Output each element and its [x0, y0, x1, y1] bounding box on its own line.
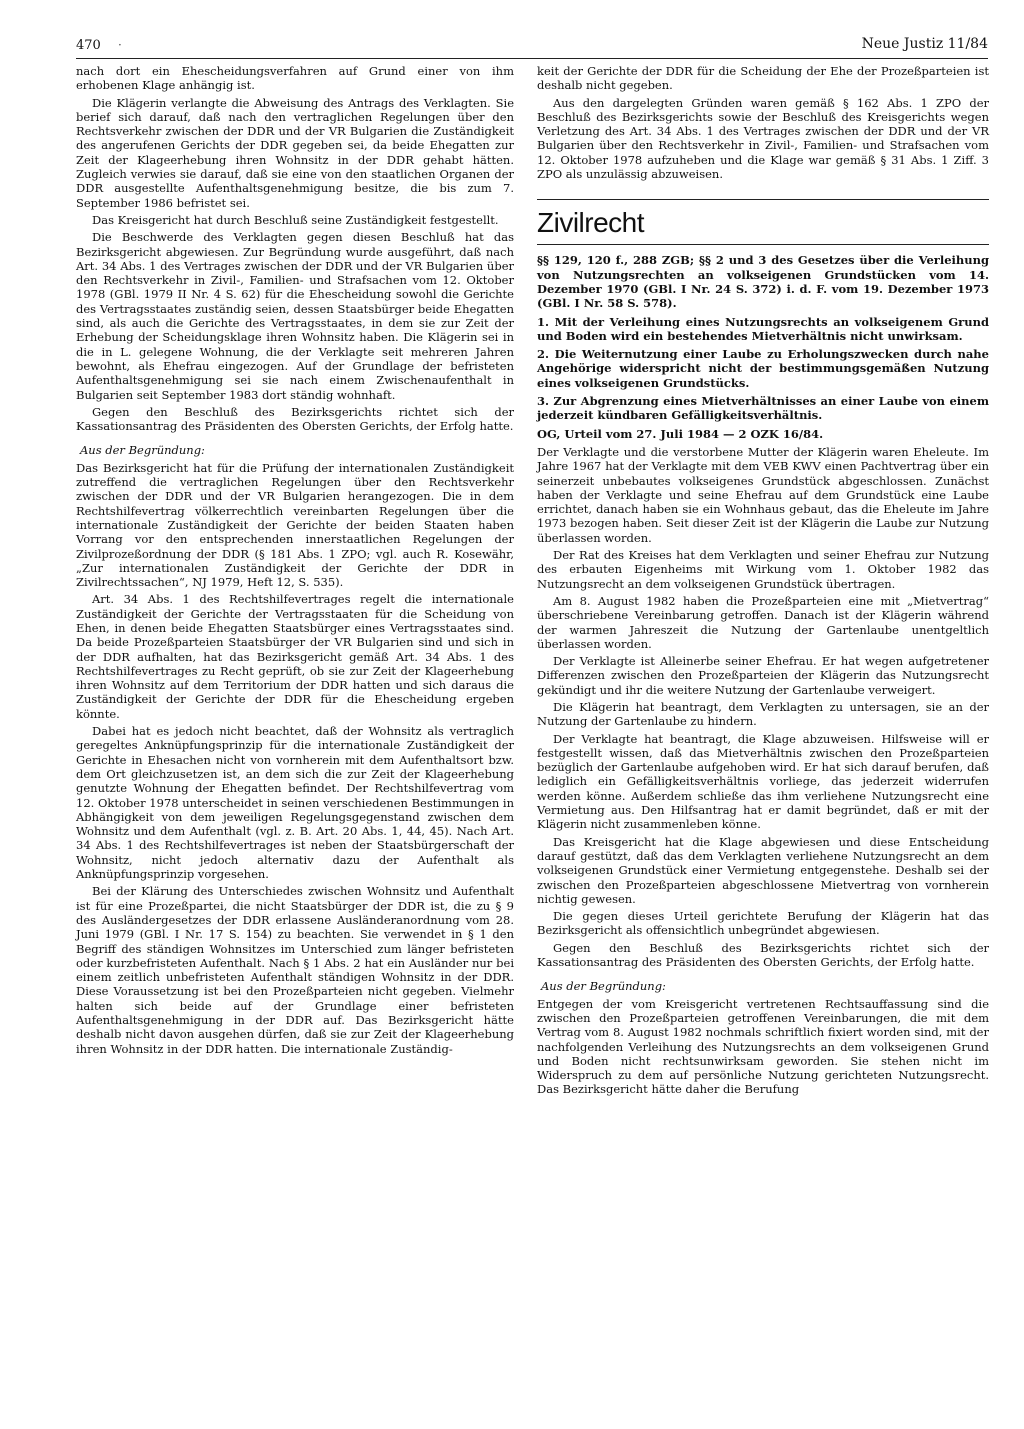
- paragraph: Am 8. August 1982 haben die Prozeßparteien eine mit „Mietvertrag“ überschriebene Vereinbarung getroffen. Danach ist der Klägerin während der warmen Jahreszeit die Nutzung der Gartenlaube unentgeltlich überlassen worden.: [537, 593, 989, 651]
- section-subheading: Aus der Begründung:: [80, 443, 205, 458]
- headnote: 1. Mit der Verleihung eines Nutzungsrechts an volkseigenem Grund und Boden wird ein bestehendes Mietverhältnis nicht unwirksam.: [537, 314, 989, 343]
- paragraph: Die Klägerin verlangte die Abweisung des Antrags des Verklagten. Sie berief sich darauf, daß nach den vertraglichen Regelungen über den Rechtsverkehr zwischen der DDR und der VR Bulgarien die Zuständigkeit des angerufenen Gerichts der DDR gegeben sei, da beide Ehegatten zur Zeit der Klageerhebung ihren Wohnsitz in der DDR gehabt hätten. Zugleich verwies sie darauf, daß sie eine von den staatlichen Organen der DDR ausgestellte Aufenthaltsgenehmigung besitze, die bis zum 7. September 1986 befristet sei.: [76, 95, 514, 210]
- journal-title: Neue Justiz 11/84: [861, 36, 988, 52]
- page-number: 470: [76, 38, 101, 53]
- paragraph: Die gegen dieses Urteil gerichtete Berufung der Klägerin hat das Bezirksgericht als offensichtlich unbegründet abgewiesen.: [537, 909, 989, 938]
- paragraph: Der Verklagte hat beantragt, die Klage abzuweisen. Hilfsweise will er festgestellt wissen, daß das Mietverhältnis zwischen den Prozeßparteien bezüglich der Gartenlaube aufgehoben wird. Er hat sich darauf berufen, daß lediglich ein Gefälligkeitsverhältnis vorliege, das jederzeit widerrufen werden könne. Außerdem schließe das ihm verliehene Nutzungsrecht eine Vermietung aus. Den Hilfsantrag hat er damit begründet, daß er mit der Klägerin nicht zusammenleben könne.: [537, 731, 989, 832]
- legal-norms: §§ 129, 120 f., 288 ZGB; §§ 2 und 3 des Gesetzes über die Verleihung von Nutzungsrechten an volkseigenen Grundstücken vom 14. Dezember 1970 (GBl. I Nr. 24 S. 372) i. d. F. vom 19. Dezember 1973 (GBl. I Nr. 58 S. 578).: [537, 253, 989, 311]
- left-column: [76, 64, 514, 1059]
- paragraph: Dabei hat es jedoch nicht beachtet, daß der Wohnsitz als vertraglich geregeltes Anknüpfungsprinzip für die internationale Zuständigkeit der Gerichte in Ehesachen nicht von vornherein mit dem Aufenthaltsort bzw. dem Ort gleichzusetzen ist, an dem sich die zur Zeit der Klageerhebung genutzte Wohnung der Ehegatten befindet. Der Rechtshilfevertrag vom 12. Oktober 1978 unterscheidet in seinen verschiedenen Bestimmungen in Abhängigkeit von dem jeweiligen Regelungsgegenstand zwischen dem Wohnsitz und dem Aufenthalt (vgl. z. B. Art. 20 Abs. 1, 44, 45). Nach Art. 34 Abs. 1 des Rechtshilfevertrages ist neben der Staatsbürgerschaft der Wohnsitz, nicht jedoch alternativ dazu der Aufenthalt als Anknüpfungsprinzip vorgesehen.: [76, 724, 514, 882]
- case-citation: OG, Urteil vom 27. Juli 1984 — 2 OZK 16/84.: [537, 426, 824, 441]
- paragraph: keit der Gerichte der DDR für die Scheidung der Ehe der Prozeßparteien ist deshalb nicht gegeben.: [537, 64, 989, 93]
- paragraph: Art. 34 Abs. 1 des Rechtshilfevertrages regelt die internationale Zuständigkeit der Gerichte der Vertragsstaaten für die Scheidung von Ehen, in denen beide Ehegatten Staatsbürger eines Vertragsstaates sind. Da beide Prozeßparteien Staatsbürger der VR Bulgarien sind und sich in der DDR aufhalten, hat das Bezirksgericht gemäß Art. 34 Abs. 1 des Rechtshilfevertrages zu Recht geprüft, ob sie zur Zeit der Klageerhebung ihren Wohnsitz auf dem Territorium der DDR hatten und sich daraus die Zuständigkeit der Gerichte der DDR für die Ehescheidung ergeben könnte.: [76, 592, 514, 721]
- paragraph: Die Beschwerde des Verklagten gegen diesen Beschluß hat das Bezirksgericht abgewiesen. Zur Begründung wurde ausgeführt, daß nach Art. 34 Abs. 1 des Vertrages zwischen der DDR und der VR Bulgarien über den Rechtsverkehr in Zivil-, Familien- und Strafsachen vom 12. Oktober 1978 (GBl. 1979 II Nr. 4 S. 62) für die Ehescheidung sowohl die Gerichte des Vertragsstaates zuständig seien, dessen Staatsbürger beide Ehegatten sind, als auch die Gerichte des Vertragsstaates, in dem sie zur Zeit der Erhebung der Scheidungsklage ihren Wohnsitz haben. Die Klägerin sei in die in L. gelegene Wohnung, die der Verklagte seit mehreren Jahren bewohnt, als Ehefrau eingezogen. Auf der Grundlage der befristeten Aufenthaltsgenehmigung sei sie nach einem Zwischenaufenthalt in Bulgarien seit September 1983 dort ständig wohnhaft.: [76, 230, 514, 402]
- paragraph: Bei der Klärung des Unterschiedes zwischen Wohnsitz und Aufenthalt ist für eine Prozeßpartei, die nicht Staatsbürger der DDR ist, die zu § 9 des Ausländergesetzes der DDR erlassene Ausländeranordnung vom 28. Juni 1979 (GBl. I Nr. 17 S. 154) zu beachten. Sie verwendet in § 1 den Begriff des ständigen Wohnsitzes im Unterschied zum länger befristeten oder kurzbefristeten Aufenthalt. Nach § 1 Abs. 2 hat ein Ausländer nur bei einem zeitlich unbefristeten Aufenthalt ständigen Wohnsitz in der DDR. Diese Voraussetzung ist bei den Prozeßparteien nicht gegeben. Vielmehr halten sich beide auf der Grundlage einer befristeten Aufenthaltsgenehmigung in der DDR auf. Das Bezirksgericht hätte deshalb nicht davon ausgehen dürfen, daß sie zur Zeit der Klageerhebung ihren Wohnsitz in der DDR hatten. Die internationale Zuständig-: [76, 884, 514, 1056]
- section-subheading: Aus der Begründung:: [541, 979, 666, 994]
- headnote: 3. Zur Abgrenzung eines Mietverhältnisses an einer Laube von einem jederzeit kündbaren Gefälligkeitsverhältnis.: [537, 394, 989, 423]
- right-column: [537, 64, 989, 1100]
- headnote: 2. Die Weiternutzung einer Laube zu Erholungszwecken durch nahe Angehörige widerspricht nicht der bestimmungsgemäßen Nutzung eines volkseigenen Grundstücks.: [537, 347, 989, 390]
- paragraph: nach dort ein Ehescheidungsverfahren auf Grund einer von ihm erhobenen Klage anhängig ist.: [76, 64, 514, 93]
- header-rule: [76, 58, 988, 59]
- paragraph: Das Bezirksgericht hat für die Prüfung der internationalen Zuständigkeit zutreffend die vertraglichen Regelungen über den Rechtsverkehr zwischen der DDR und der VR Bulgarien herangezogen. Die in dem Rechtshilfevertrag völkerrechtlich vereinbarten Regelungen über die internationale Zuständigkeit der Gerichte der beiden Staaten haben Vorrang vor den entsprechenden innerstaatlichen Regelungen der Zivilprozeßordnung der DDR (§ 181 Abs. 1 ZPO; vgl. auch R. Kosewähr, „Zur internationalen Zuständigkeit der Gerichte der DDR in Zivilrechtssachen“, NJ 1979, Heft 12, S. 535).: [76, 460, 514, 590]
- paragraph: Das Kreisgericht hat durch Beschluß seine Zuständigkeit festgestellt.: [92, 212, 499, 227]
- section-title: Zivilrecht: [537, 199, 989, 245]
- paragraph: Der Verklagte ist Alleinerbe seiner Ehefrau. Er hat wegen aufgetretener Differenzen zwischen den Prozeßparteien der Klägerin das Nutzungsrecht gekündigt und ihr die weitere Nutzung der Gartenlaube verweigert.: [537, 654, 989, 697]
- paragraph: Aus den dargelegten Gründen waren gemäß § 162 Abs. 1 ZPO der Beschluß des Bezirksgerichts sowie der Beschluß des Kreisgerichts wegen Verletzung des Art. 34 Abs. 1 des Vertrages zwischen der DDR und der VR Bulgarien über den Rechtsverkehr in Zivil-, Familien- und Strafsachen vom 12. Oktober 1978 aufzuheben und die Klage war gemäß § 31 Abs. 1 Ziff. 3 ZPO als unzulässig abzuweisen.: [537, 95, 989, 182]
- header-dot: ·: [118, 38, 122, 52]
- paragraph: Der Verklagte und die verstorbene Mutter der Klägerin waren Eheleute. Im Jahre 1967 hat der Verklagte mit dem VEB KWV einen Pachtvertrag über ein seinerzeit unbebautes volkseigenes Grundstück abgeschlossen. Zunächst haben der Verklagte und seine Ehefrau auf dem Grundstück eine Laube errichtet, danach haben sie ein Wohnhaus gebaut, das die Eheleute im Jahre 1973 bezogen haben. Seit dieser Zeit ist der Klägerin die Laube zur Nutzung überlassen worden.: [537, 444, 989, 545]
- paragraph: Die Klägerin hat beantragt, dem Verklagten zu untersagen, sie an der Nutzung der Gartenlaube zu hindern.: [537, 699, 989, 729]
- paragraph: Entgegen der vom Kreisgericht vertretenen Rechtsauffassung sind die zwischen den Prozeßparteien getroffenen Vereinbarungen, die mit dem Vertrag vom 8. August 1982 nochmals schriftlich fixiert worden sind, mit der nachfolgenden Verleihung des Nutzungsrechts an dem volkseigenen Grund und Boden nicht rechtsunwirksam geworden. Sie stehen nicht im Widerspruch zu dem auf persönliche Nutzung gerichteten Nutzungsrecht. Das Bezirksgericht hätte daher die Berufung: [537, 996, 989, 1097]
- paragraph: Gegen den Beschluß des Bezirksgerichts richtet sich der Kassationsantrag des Präsidenten des Obersten Gerichts, der Erfolg hatte.: [537, 940, 989, 970]
- paragraph: Das Kreisgericht hat die Klage abgewiesen und diese Entscheidung darauf gestützt, daß das dem Verklagten verliehene Nutzungsrecht an dem volkseigenen Grundstück einer Vermietung entgegenstehe. Deshalb sei der zwischen den Prozeßparteien abgeschlossene Mietvertrag von vornherein nichtig gewesen.: [537, 834, 989, 906]
- paragraph: Der Rat des Kreises hat dem Verklagten und seiner Ehefrau zur Nutzung des erbauten Eigenheims mit Wirkung vom 1. Oktober 1982 das Nutzungsrecht an dem volkseigenen Grundstück übertragen.: [537, 548, 989, 591]
- paragraph: Gegen den Beschluß des Bezirksgerichts richtet sich der Kassationsantrag des Präsidenten des Obersten Gerichts, der Erfolg hatte.: [76, 404, 514, 434]
